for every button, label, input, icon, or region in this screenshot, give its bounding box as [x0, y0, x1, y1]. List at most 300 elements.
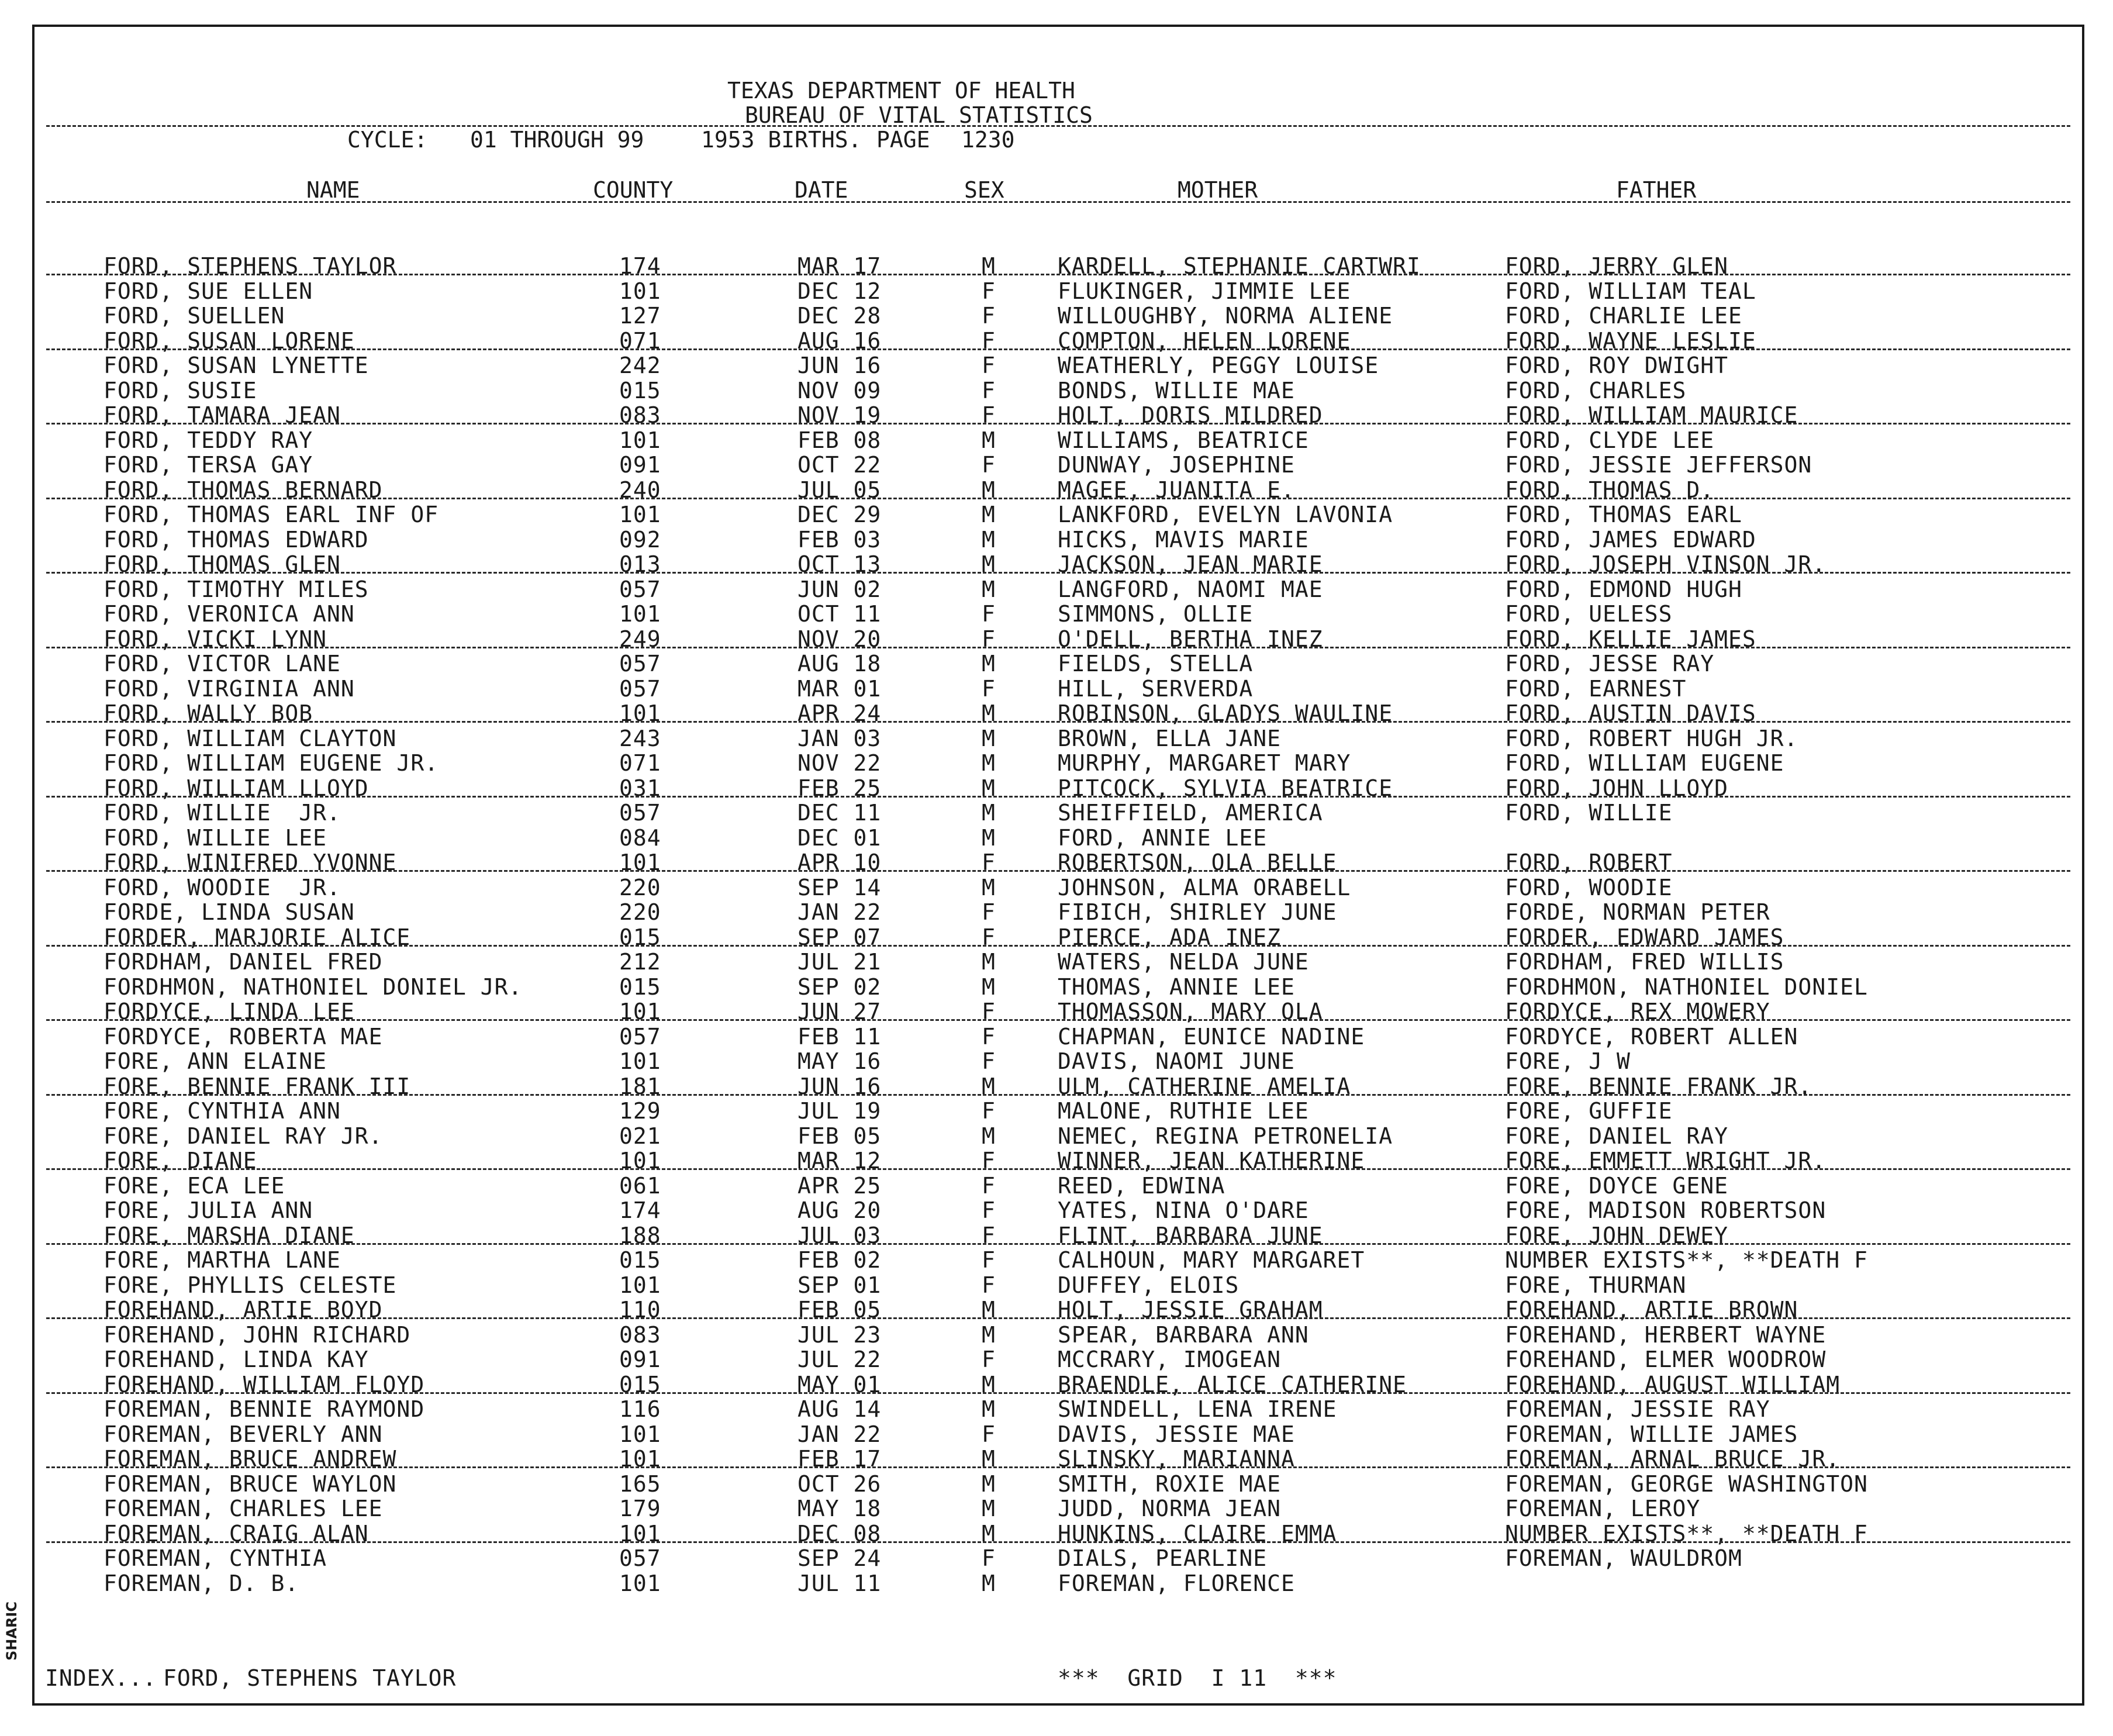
row-rule: [46, 1019, 2070, 1021]
cell-sex: M: [982, 874, 996, 900]
cell-mother: ROBINSON, GLADYS WAULINE: [1058, 700, 1393, 726]
cell-mother: DAVIS, JESSIE MAE: [1058, 1421, 1295, 1447]
cell-mother: SWINDELL, LENA IRENE: [1058, 1396, 1337, 1422]
cell-mother: PITCOCK, SYLVIA BEATRICE: [1058, 775, 1393, 801]
cell-date: JAN 22: [797, 899, 882, 925]
cell-sex: M: [982, 1123, 996, 1149]
cell-name: FORD, VICTOR LANE: [103, 651, 341, 677]
agency-title: TEXAS DEPARTMENT OF HEALTH: [727, 78, 1075, 103]
cell-father: FORD, JOHN LLOYD: [1505, 775, 1729, 801]
cell-name: FORD, THOMAS EDWARD: [103, 526, 369, 553]
cell-sex: F: [982, 1347, 996, 1372]
cell-name: FORE, CYNTHIA ANN: [103, 1098, 341, 1124]
cell-date: APR 10: [797, 850, 882, 875]
cell-date: JUL 22: [797, 1347, 882, 1372]
cell-father: NUMBER EXISTS**, **DEATH F: [1505, 1247, 1868, 1273]
cell-date: FEB 25: [797, 775, 882, 801]
cell-father: FOREMAN, JESSIE RAY: [1505, 1396, 1770, 1422]
cell-name: FORDE, LINDA SUSAN: [103, 899, 355, 925]
cell-mother: JOHNSON, ALMA ORABELL: [1058, 874, 1351, 900]
cell-sex: M: [982, 576, 996, 602]
cell-name: FORE, MARTHA LANE: [103, 1247, 341, 1273]
cell-county: 071: [619, 750, 661, 776]
cell-name: FORDHAM, DANIEL FRED: [103, 949, 383, 975]
cell-county: 015: [619, 974, 661, 1000]
cell-mother: FIELDS, STELLA: [1058, 651, 1254, 677]
cell-name: FORE, DIANE: [103, 1148, 257, 1174]
cell-mother: BRAENDLE, ALICE CATHERINE: [1058, 1371, 1407, 1397]
cell-name: FORD, WILLIE JR.: [103, 800, 341, 826]
cell-name: FORDYCE, LINDA LEE: [103, 999, 355, 1024]
cell-sex: F: [982, 899, 996, 925]
cell-name: FORD, THOMAS GLEN: [103, 551, 341, 577]
cell-county: 015: [619, 1371, 661, 1397]
cell-father: FORDYCE, ROBERT ALLEN: [1505, 1023, 1798, 1050]
cell-date: SEP 24: [797, 1545, 882, 1571]
cell-father: FORD, WILLIAM EUGENE: [1505, 750, 1784, 776]
cell-date: JUL 21: [797, 949, 882, 975]
cell-sex: M: [982, 551, 996, 577]
cell-sex: F: [982, 1172, 996, 1199]
cell-mother: HUNKINS, CLAIRE EMMA: [1058, 1520, 1337, 1547]
cell-county: 242: [619, 353, 661, 378]
cell-mother: ROBERTSON, OLA BELLE: [1058, 850, 1337, 875]
cell-father: FORD, UELESS: [1505, 601, 1673, 627]
cell-mother: KARDELL, STEPHANIE CARTWRI: [1058, 253, 1421, 279]
cell-father: FORE, GUFFIE: [1505, 1098, 1673, 1124]
row-rule: [46, 572, 2070, 574]
cell-date: MAR 17: [797, 253, 882, 279]
cell-father: FOREMAN, WILLIE JAMES: [1505, 1421, 1798, 1447]
cell-father: FORDER, EDWARD JAMES: [1505, 924, 1784, 950]
cell-father: FORD, JESSE RAY: [1505, 651, 1715, 677]
cell-date: JUL 05: [797, 477, 882, 503]
row-rule: [46, 1168, 2070, 1170]
cell-mother: LANGFORD, NAOMI MAE: [1058, 576, 1323, 602]
cell-date: SEP 01: [797, 1272, 882, 1298]
cell-mother: MALONE, RUTHIE LEE: [1058, 1098, 1309, 1124]
cell-mother: SLINSKY, MARIANNA: [1058, 1446, 1295, 1472]
cell-county: 110: [619, 1297, 661, 1323]
cell-sex: M: [982, 1321, 996, 1348]
cell-father: FORD, KELLIE JAMES: [1505, 626, 1756, 652]
cell-name: FORD, WILLIAM EUGENE JR.: [103, 750, 439, 776]
cell-mother: FLUKINGER, JIMMIE LEE: [1058, 278, 1351, 304]
cell-name: FORE, PHYLLIS CELESTE: [103, 1272, 397, 1298]
cell-father: FORD, JESSIE JEFFERSON: [1505, 452, 1812, 478]
cell-date: MAY 16: [797, 1048, 882, 1074]
cell-name: FOREMAN, BENNIE RAYMOND: [103, 1396, 425, 1422]
cell-mother: HOLT, DORIS MILDRED: [1058, 402, 1323, 428]
col-header-name: NAME: [306, 177, 360, 203]
cell-date: FEB 02: [797, 1247, 882, 1273]
cell-date: JUN 02: [797, 576, 882, 602]
cell-county: 071: [619, 327, 661, 354]
cell-county: 181: [619, 1073, 661, 1099]
cell-father: FORD, WILLIE: [1505, 800, 1673, 826]
bureau-title: BUREAU OF VITAL STATISTICS: [745, 102, 1093, 128]
cell-county: 116: [619, 1396, 661, 1422]
cell-mother: FIBICH, SHIRLEY JUNE: [1058, 899, 1337, 925]
cell-sex: F: [982, 1222, 996, 1248]
cell-date: JUN 16: [797, 353, 882, 378]
cell-county: 013: [619, 551, 661, 577]
cell-name: FORD, TAMARA JEAN: [103, 402, 341, 428]
cell-father: FORD, EDMOND HUGH: [1505, 576, 1742, 602]
cell-date: SEP 07: [797, 924, 882, 950]
row-rule: [46, 274, 2070, 275]
cell-sex: M: [982, 750, 996, 776]
cell-sex: F: [982, 278, 996, 304]
cell-mother: REED, EDWINA: [1058, 1172, 1225, 1199]
cell-name: FORD, WINIFRED YVONNE: [103, 850, 397, 875]
cell-date: APR 25: [797, 1172, 882, 1199]
cell-father: FORDE, NORMAN PETER: [1505, 899, 1770, 925]
cell-father: FOREHAND, AUGUST WILLIAM: [1505, 1371, 1841, 1397]
cell-father: FORD, THOMAS EARL: [1505, 502, 1742, 527]
cell-name: FORD, VIRGINIA ANN: [103, 675, 355, 702]
cell-mother: JUDD, NORMA JEAN: [1058, 1496, 1282, 1521]
cell-name: FORE, ANN ELAINE: [103, 1048, 327, 1074]
cell-county: 101: [619, 1570, 661, 1596]
cell-name: FOREMAN, CYNTHIA: [103, 1545, 327, 1571]
cell-date: JUN 16: [797, 1073, 882, 1099]
cell-sex: F: [982, 1148, 996, 1174]
cell-county: 188: [619, 1222, 661, 1248]
cell-county: 179: [619, 1496, 661, 1521]
cell-name: FORD, WILLIAM LLOYD: [103, 775, 369, 801]
cell-name: FOREMAN, CRAIG ALAN: [103, 1520, 369, 1547]
cell-mother: THOMAS, ANNIE LEE: [1058, 974, 1295, 1000]
cell-sex: F: [982, 353, 996, 378]
cell-father: FORD, WILLIAM TEAL: [1505, 278, 1756, 304]
cell-mother: JACKSON, JEAN MARIE: [1058, 551, 1323, 577]
cell-name: FORD, SUSIE: [103, 377, 257, 403]
cell-father: FORD, CHARLIE LEE: [1505, 303, 1742, 329]
cell-mother: FORD, ANNIE LEE: [1058, 824, 1268, 851]
cell-father: FORD, WAYNE LESLIE: [1505, 327, 1756, 354]
cell-father: FORDYCE, REX MOWERY: [1505, 999, 1770, 1024]
cell-date: DEC 01: [797, 824, 882, 851]
cell-county: 240: [619, 477, 661, 503]
cell-date: MAR 12: [797, 1148, 882, 1174]
cell-father: FORD, CLYDE LEE: [1505, 427, 1715, 453]
cell-sex: F: [982, 1272, 996, 1298]
cell-name: FORDER, MARJORIE ALICE: [103, 924, 411, 950]
cell-mother: ULM, CATHERINE AMELIA: [1058, 1073, 1351, 1099]
cell-sex: M: [982, 824, 996, 851]
cell-sex: M: [982, 651, 996, 677]
cell-sex: F: [982, 327, 996, 354]
cell-sex: F: [982, 1545, 996, 1571]
cell-sex: F: [982, 452, 996, 478]
cell-mother: LANKFORD, EVELYN LAVONIA: [1058, 502, 1393, 527]
cell-mother: SHEIFFIELD, AMERICA: [1058, 800, 1323, 826]
cell-sex: F: [982, 675, 996, 702]
cell-date: JUN 27: [797, 999, 882, 1024]
cell-county: 220: [619, 899, 661, 925]
cell-sex: F: [982, 1197, 996, 1223]
cell-sex: F: [982, 924, 996, 950]
cell-father: FORD, CHARLES: [1505, 377, 1687, 403]
cell-mother: BONDS, WILLIE MAE: [1058, 377, 1295, 403]
cell-sex: M: [982, 427, 996, 453]
cell-date: FEB 03: [797, 526, 882, 553]
cell-father: FORE, BENNIE FRANK JR.: [1505, 1073, 1812, 1099]
cell-date: OCT 26: [797, 1471, 882, 1497]
cell-name: FORD, THOMAS BERNARD: [103, 477, 383, 503]
cell-county: 174: [619, 253, 661, 279]
col-header-sex: SEX: [964, 177, 1004, 203]
cell-county: 061: [619, 1172, 661, 1199]
cell-name: FOREMAN, BRUCE WAYLON: [103, 1471, 397, 1497]
cell-name: FORD, TEDDY RAY: [103, 427, 313, 453]
row-rule: [46, 1466, 2070, 1468]
cell-sex: M: [982, 725, 996, 751]
cell-mother: YATES, NINA O'DARE: [1058, 1197, 1309, 1223]
cell-father: FOREMAN, LEROY: [1505, 1496, 1701, 1521]
cell-county: 092: [619, 526, 661, 553]
cell-name: FOREHAND, WILLIAM FLOYD: [103, 1371, 425, 1397]
cell-county: 083: [619, 1321, 661, 1348]
col-header-date: DATE: [795, 177, 848, 203]
cell-sex: M: [982, 974, 996, 1000]
cell-date: OCT 13: [797, 551, 882, 577]
cell-name: FOREMAN, BRUCE ANDREW: [103, 1446, 397, 1472]
cell-date: MAR 01: [797, 675, 882, 702]
cell-sex: M: [982, 502, 996, 527]
cell-county: 101: [619, 1421, 661, 1447]
births-year: 1953 BIRTHS.: [701, 127, 862, 153]
row-rule: [46, 1541, 2070, 1543]
cell-county: 101: [619, 1272, 661, 1298]
row-rule: [46, 796, 2070, 798]
cell-name: FORD, VERONICA ANN: [103, 601, 355, 627]
cell-mother: HICKS, MAVIS MARIE: [1058, 526, 1309, 553]
cell-date: OCT 22: [797, 452, 882, 478]
cell-father: FOREHAND, HERBERT WAYNE: [1505, 1321, 1827, 1348]
row-rule: [46, 423, 2070, 424]
cell-sex: M: [982, 1496, 996, 1521]
cell-mother: BROWN, ELLA JANE: [1058, 725, 1282, 751]
row-rule: [46, 870, 2070, 872]
cell-father: FORD, EARNEST: [1505, 675, 1687, 702]
cell-date: JUL 23: [797, 1321, 882, 1348]
cell-date: DEC 28: [797, 303, 882, 329]
cell-county: 015: [619, 377, 661, 403]
cell-date: AUG 16: [797, 327, 882, 354]
cell-name: FORD, WILLIAM CLAYTON: [103, 725, 397, 751]
col-header-mother: MOTHER: [1178, 177, 1258, 203]
cell-mother: NEMEC, REGINA PETRONELIA: [1058, 1123, 1393, 1149]
cell-mother: THOMASSON, MARY OLA: [1058, 999, 1323, 1024]
cell-county: 243: [619, 725, 661, 751]
cell-date: MAY 18: [797, 1496, 882, 1521]
cell-name: FOREMAN, D. B.: [103, 1570, 299, 1596]
cell-mother: FLINT, BARBARA JUNE: [1058, 1222, 1323, 1248]
cell-name: FORD, TIMOTHY MILES: [103, 576, 369, 602]
cell-father: FORE, DOYCE GENE: [1505, 1172, 1729, 1199]
cell-sex: M: [982, 477, 996, 503]
cell-sex: M: [982, 1396, 996, 1422]
side-label: SHARIC: [4, 1602, 20, 1661]
cell-date: DEC 08: [797, 1520, 882, 1547]
cell-date: SEP 02: [797, 974, 882, 1000]
cell-father: FORD, ROBERT: [1505, 850, 1673, 875]
cell-date: APR 24: [797, 700, 882, 726]
cell-father: FOREMAN, GEORGE WASHINGTON: [1505, 1471, 1868, 1497]
cell-county: 101: [619, 601, 661, 627]
column-header-rule: [46, 201, 2070, 203]
cell-father: FORD, JAMES EDWARD: [1505, 526, 1756, 553]
cell-mother: WATERS, NELDA JUNE: [1058, 949, 1309, 975]
cell-father: FOREMAN, ARNAL BRUCE JR.: [1505, 1446, 1841, 1472]
cell-county: 220: [619, 874, 661, 900]
cell-name: FORDHMON, NATHONIEL DONIEL JR.: [103, 974, 523, 1000]
cell-name: FORD, THOMAS EARL INF OF: [103, 502, 439, 527]
cycle-label: CYCLE:: [347, 127, 428, 153]
cell-date: JUL 03: [797, 1222, 882, 1248]
cell-father: FORD, THOMAS D.: [1505, 477, 1715, 503]
cell-father: FOREHAND, ARTIE BROWN: [1505, 1297, 1798, 1323]
cell-county: 057: [619, 1023, 661, 1050]
cell-sex: M: [982, 800, 996, 826]
cell-sex: F: [982, 850, 996, 875]
cell-date: JAN 22: [797, 1421, 882, 1447]
cell-sex: F: [982, 303, 996, 329]
cell-name: FORE, JULIA ANN: [103, 1197, 313, 1223]
cell-county: 015: [619, 924, 661, 950]
cell-sex: F: [982, 626, 996, 652]
cell-date: AUG 20: [797, 1197, 882, 1223]
cell-sex: F: [982, 601, 996, 627]
cell-mother: WINNER, JEAN KATHERINE: [1058, 1148, 1365, 1174]
cell-name: FORD, SUSAN LORENE: [103, 327, 355, 354]
cell-county: 101: [619, 850, 661, 875]
cell-county: 127: [619, 303, 661, 329]
cell-mother: HOLT, JESSIE GRAHAM: [1058, 1297, 1323, 1323]
cell-date: DEC 29: [797, 502, 882, 527]
cell-mother: SMITH, ROXIE MAE: [1058, 1471, 1282, 1497]
cell-sex: M: [982, 1446, 996, 1472]
cell-father: FORD, ROBERT HUGH JR.: [1505, 725, 1798, 751]
cell-father: FORD, AUSTIN DAVIS: [1505, 700, 1756, 726]
cell-father: FORE, EMMETT WRIGHT JR.: [1505, 1148, 1827, 1174]
cell-sex: M: [982, 1471, 996, 1497]
cell-mother: WILLIAMS, BEATRICE: [1058, 427, 1309, 453]
cell-mother: FOREMAN, FLORENCE: [1058, 1570, 1295, 1596]
cell-county: 101: [619, 1048, 661, 1074]
cell-date: NOV 20: [797, 626, 882, 652]
cell-father: FORE, J W: [1505, 1048, 1631, 1074]
footer-grid: *** GRID I 11 ***: [1058, 1665, 1337, 1691]
cell-mother: WILLOUGHBY, NORMA ALIENE: [1058, 303, 1393, 329]
cell-name: FORDYCE, ROBERTA MAE: [103, 1023, 383, 1050]
cell-name: FORD, TERSA GAY: [103, 452, 313, 478]
cell-county: 057: [619, 651, 661, 677]
row-rule: [46, 498, 2070, 499]
cell-county: 129: [619, 1098, 661, 1124]
cell-county: 101: [619, 427, 661, 453]
cell-county: 101: [619, 502, 661, 527]
cell-father: FORDHAM, FRED WILLIS: [1505, 949, 1784, 975]
row-rule: [46, 647, 2070, 648]
cell-sex: F: [982, 377, 996, 403]
cell-sex: F: [982, 1421, 996, 1447]
cell-county: 165: [619, 1471, 661, 1497]
cell-name: FORD, SUSAN LYNETTE: [103, 353, 369, 378]
cell-county: 101: [619, 1446, 661, 1472]
cell-father: FORE, MADISON ROBERTSON: [1505, 1197, 1827, 1223]
cell-mother: CALHOUN, MARY MARGARET: [1058, 1247, 1365, 1273]
cell-date: FEB 05: [797, 1123, 882, 1149]
cell-date: NOV 19: [797, 402, 882, 428]
cell-county: 057: [619, 675, 661, 702]
cell-date: FEB 05: [797, 1297, 882, 1323]
row-rule: [46, 1094, 2070, 1096]
col-header-county: COUNTY: [593, 177, 674, 203]
page-number: 1230: [961, 127, 1015, 153]
cell-county: 091: [619, 1347, 661, 1372]
cell-date: MAY 01: [797, 1371, 882, 1397]
cell-county: 101: [619, 1520, 661, 1547]
cell-county: 101: [619, 1148, 661, 1174]
cell-county: 015: [619, 1247, 661, 1273]
cell-county: 031: [619, 775, 661, 801]
cell-sex: M: [982, 700, 996, 726]
cell-father: FOREHAND, ELMER WOODROW: [1505, 1347, 1827, 1372]
cell-sex: M: [982, 253, 996, 279]
cell-sex: M: [982, 1520, 996, 1547]
cell-date: JAN 03: [797, 725, 882, 751]
cell-name: FORD, VICKI LYNN: [103, 626, 327, 652]
cell-county: 084: [619, 824, 661, 851]
cell-sex: M: [982, 1297, 996, 1323]
row-rule: [46, 1317, 2070, 1319]
cell-sex: F: [982, 402, 996, 428]
cell-sex: M: [982, 1371, 996, 1397]
cell-date: NOV 09: [797, 377, 882, 403]
cell-father: FORD, ROY DWIGHT: [1505, 353, 1729, 378]
cell-father: FOREMAN, WAULDROM: [1505, 1545, 1742, 1571]
row-rule: [46, 945, 2070, 947]
cell-county: 101: [619, 700, 661, 726]
cell-mother: CHAPMAN, EUNICE NADINE: [1058, 1023, 1365, 1050]
cell-name: FORD, SUE ELLEN: [103, 278, 313, 304]
cell-mother: SIMMONS, OLLIE: [1058, 601, 1254, 627]
cell-name: FORE, ECA LEE: [103, 1172, 285, 1199]
cell-name: FORE, MARSHA DIANE: [103, 1222, 355, 1248]
cell-mother: COMPTON, HELEN LORENE: [1058, 327, 1351, 354]
cell-sex: M: [982, 1570, 996, 1596]
row-rule: [46, 1243, 2070, 1245]
cell-father: FORE, JOHN DEWEY: [1505, 1222, 1729, 1248]
cell-name: FORD, SUELLEN: [103, 303, 285, 329]
cell-father: FORD, JERRY GLEN: [1505, 253, 1729, 279]
cell-name: FOREMAN, CHARLES LEE: [103, 1496, 383, 1521]
cell-father: FORD, JOSEPH VINSON JR.: [1505, 551, 1827, 577]
cell-date: AUG 14: [797, 1396, 882, 1422]
cell-name: FORD, WOODIE JR.: [103, 874, 341, 900]
row-rule: [46, 721, 2070, 723]
cell-name: FORD, STEPHENS TAYLOR: [103, 253, 397, 279]
cycle-range: 01 THROUGH 99: [470, 127, 644, 153]
cell-date: FEB 17: [797, 1446, 882, 1472]
cell-county: 021: [619, 1123, 661, 1149]
cell-sex: M: [982, 526, 996, 553]
cell-mother: MAGEE, JUANITA E.: [1058, 477, 1295, 503]
cell-name: FORD, WALLY BOB: [103, 700, 313, 726]
